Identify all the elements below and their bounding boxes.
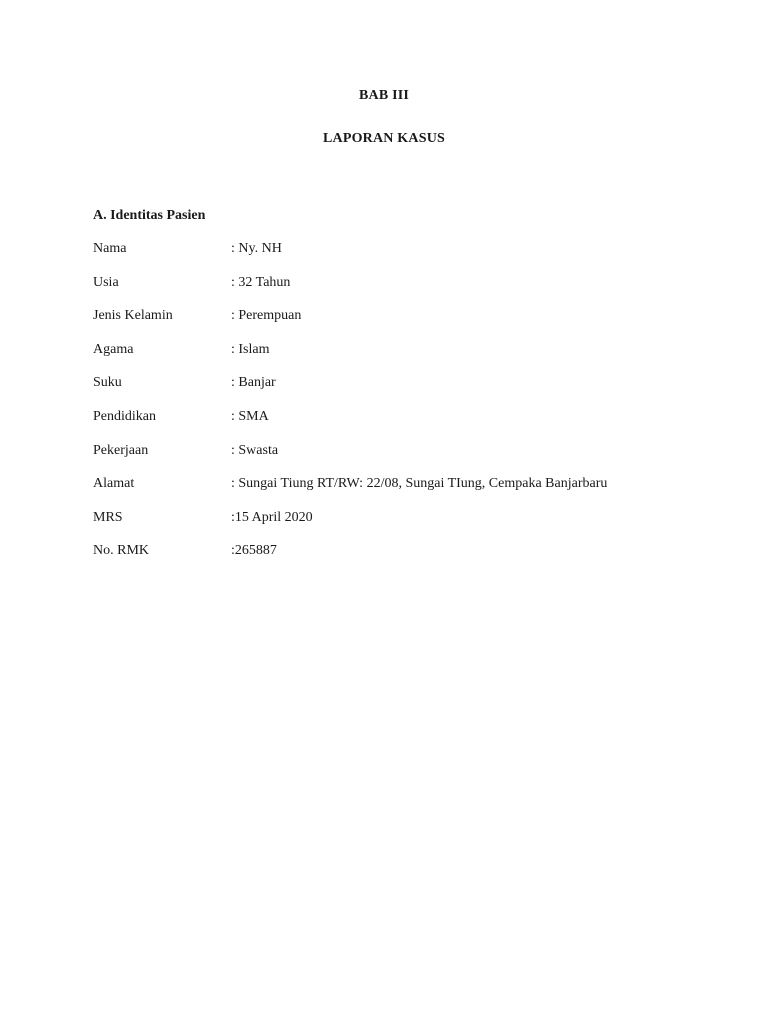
row-value: : 32 Tahun bbox=[231, 274, 291, 290]
row-value: : Ny. NH bbox=[231, 241, 282, 256]
row-value: : Sungai Tiung RT/RW: 22/08, Sungai TIung, Cempaka Banjarbaru bbox=[231, 476, 608, 492]
row-label: Pendidikan bbox=[93, 408, 156, 424]
row-value: : Banjar bbox=[231, 375, 276, 391]
chapter-title: LAPORAN KASUS bbox=[322, 131, 445, 146]
identity-row-usia bbox=[93, 275, 693, 309]
row-label: Suku bbox=[93, 375, 122, 391]
patient-identity-table bbox=[93, 241, 693, 577]
identity-row-pekerjaan bbox=[93, 443, 693, 477]
identity-row-agama bbox=[93, 342, 693, 376]
identity-row-alamat bbox=[93, 476, 693, 510]
identity-row-no-rmk bbox=[93, 543, 693, 577]
row-label: No. RMK bbox=[93, 543, 150, 559]
row-label: Agama bbox=[93, 341, 134, 357]
identity-row-suku bbox=[93, 375, 693, 409]
section-heading: A. Identitas Pasien bbox=[93, 208, 206, 223]
row-label: Pekerjaan bbox=[93, 442, 149, 458]
identity-row-jenis-kelamin bbox=[93, 308, 693, 342]
row-label: Nama bbox=[93, 241, 127, 256]
identity-row-mrs bbox=[93, 510, 693, 544]
row-value: : Islam bbox=[231, 341, 270, 357]
row-value: : Perempuan bbox=[231, 308, 302, 324]
row-value: :265887 bbox=[231, 543, 277, 559]
row-value: :15 April 2020 bbox=[231, 509, 313, 525]
row-value: : Swasta bbox=[231, 442, 279, 458]
identity-row-pendidikan bbox=[93, 409, 693, 443]
chapter-number: BAB III bbox=[358, 88, 410, 103]
row-label: Usia bbox=[93, 274, 119, 290]
row-label: Alamat bbox=[93, 476, 135, 492]
row-label: MRS bbox=[93, 509, 123, 525]
identity-row-nama bbox=[93, 241, 693, 275]
row-value: : SMA bbox=[231, 408, 269, 424]
row-label: Jenis Kelamin bbox=[93, 308, 173, 324]
